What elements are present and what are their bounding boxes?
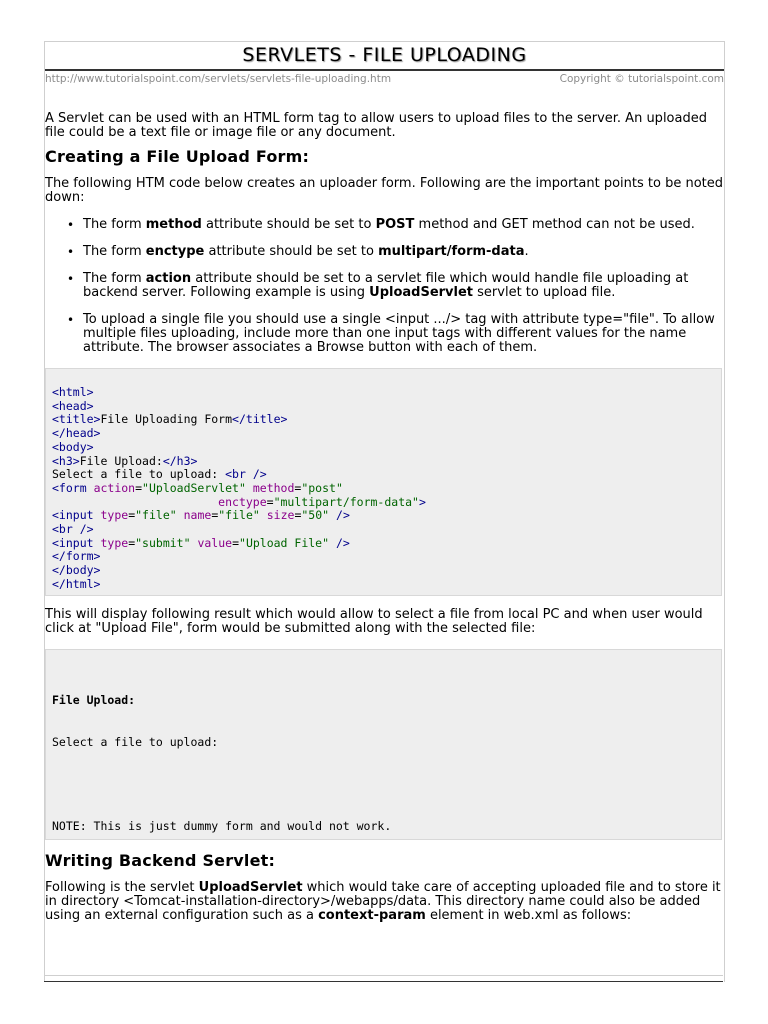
code-line: <input type="submit" value="Upload File" /> [52, 535, 350, 550]
code-line: </html> [52, 576, 101, 591]
code-line: </body> [52, 563, 101, 578]
section-heading-backend-servlet: Writing Backend Servlet: [45, 851, 276, 870]
code-line: <br /> [52, 522, 94, 537]
section-heading-upload-form: Creating a File Upload Form: [45, 147, 310, 166]
requirements-list [45, 218, 724, 355]
list-item: • The form method attribute should be set to POST method and GET method can not be used. [45, 218, 724, 232]
result-heading: File Upload: [52, 693, 136, 708]
list-item: • The form enctype attribute should be set to multipart/form-data. [45, 245, 724, 259]
code-line: <html> [52, 385, 94, 399]
intro-paragraph: A Servlet can be used with an HTML form tag to allow users to upload files to the server. An uploaded file could be a text file or image file or any document. [45, 111, 707, 140]
main-content [45, 112, 724, 923]
code-line: <input type="file" name="file" size="50" /> [52, 508, 350, 523]
result-select-label: Select a file to upload: [52, 734, 219, 749]
result-note: NOTE: This is just dummy form and would not work. [52, 819, 392, 833]
result-description: This will display following result which would allow to select a file from local PC and when user would click at "Upload File", form would be submitted along with the selected file: [45, 607, 703, 636]
code-line: <head> [52, 398, 94, 413]
code-line: enctype="multipart/form-data"> [218, 494, 426, 509]
section-lead-paragraph: The following HTM code below creates an uploader form. Following are the important points to be noted down: [45, 176, 724, 205]
code-line: <body> [52, 439, 94, 454]
code-line: <title>File Uploading Form</title> [52, 412, 288, 427]
page-meta [45, 71, 724, 89]
code-line: <h3>File Upload:</h3> [52, 453, 198, 468]
list-item: • The form action attribute should be set to a servlet file which would handle file uploading at backend server. Following example is using UploadServlet servlet to upload file. [45, 272, 724, 300]
code-line: <form action="UploadServlet" method="post" [52, 480, 343, 495]
document-page [44, 41, 725, 982]
list-item: • To upload a single file you should use a single <input .../> tag with attribute type="file". To allow multiple files uploading, include more than one input tags with different values for the name attribute. The browser associates a Browse button with each of them. [45, 313, 724, 355]
page-bottom-divider [44, 975, 723, 982]
html-code-block [45, 368, 722, 596]
code-line: </head> [52, 426, 101, 441]
form-result-preview [45, 649, 722, 840]
copyright-notice: Copyright © tutorialspoint.com [559, 73, 724, 85]
code-line: </form> [52, 549, 101, 564]
page-title: SERVLETS - FILE UPLOADING [242, 44, 527, 66]
backend-paragraph: Following is the servlet UploadServlet which would take care of accepting uploaded file and to store it in directory <Tomcat-installation-directory>/webapps/data. This directory name could also be added using an external configuration such as a context-param element in web.xml as follows: [45, 880, 721, 923]
code-line: Select a file to upload: <br /> [52, 467, 267, 482]
source-url[interactable]: http://www.tutorialspoint.com/servlets/servlets-file-uploading.htm [45, 73, 392, 85]
